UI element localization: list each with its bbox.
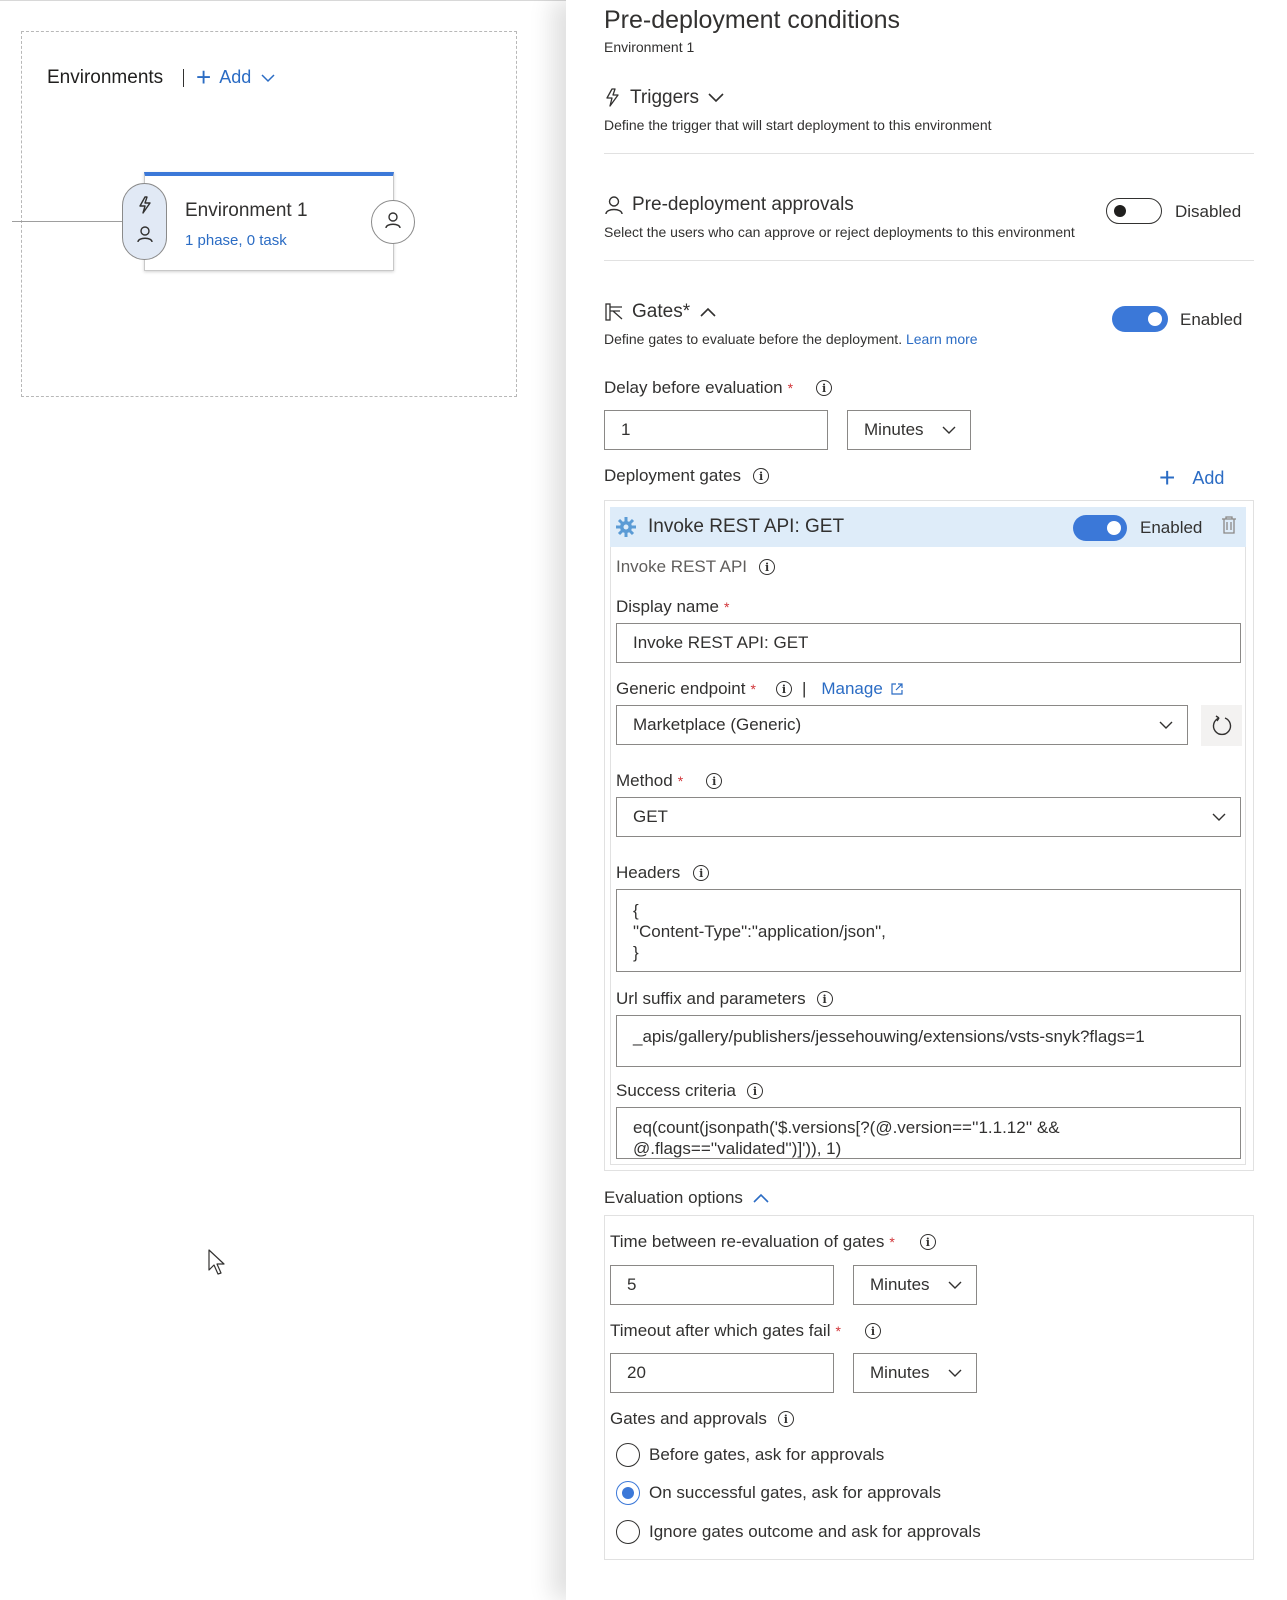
reeval-label-row [610,1232,936,1252]
add-gate-button[interactable] [1159,464,1224,492]
info-icon[interactable]: i [706,773,722,789]
required-marker: * [787,380,794,396]
info-icon[interactable]: i [693,865,709,881]
display-name-label: Display name [616,597,719,616]
gates-approvals-label: Gates and approvals [610,1409,767,1428]
lightning-icon [136,196,154,219]
reeval-unit-value: Minutes [870,1275,930,1294]
headers-label-row [616,863,709,883]
panel-subtitle: Environment 1 [604,39,695,55]
pipeline-connector [12,221,124,222]
radio-option-before-gates[interactable] [616,1443,884,1467]
chevron-down-icon [708,93,724,103]
person-icon [384,211,402,234]
delay-unit-dropdown[interactable] [847,410,971,450]
gates-section-toggle[interactable] [604,301,716,323]
info-icon[interactable]: i [753,468,769,484]
required-marker: * [835,1323,841,1339]
refresh-button[interactable] [1201,705,1242,746]
required-marker: * [724,599,730,615]
gate-toggle[interactable] [1073,515,1127,541]
timeout-label: Timeout after which gates fail [610,1321,831,1340]
gates-toggle-label: Enabled [1180,310,1243,329]
plus-icon: + [1159,462,1176,493]
gates-description-row [604,331,978,347]
environments-separator [183,69,184,87]
radio-button[interactable] [616,1520,640,1544]
chevron-down-icon [942,426,956,435]
delay-label-row [604,378,832,398]
radio-option-ignore-gates[interactable] [616,1520,981,1544]
reeval-input[interactable]: 5 [610,1265,834,1305]
environment-name: Environment 1 [185,200,308,221]
endpoint-dropdown[interactable] [616,705,1188,745]
gate-toggle-label: Enabled [1140,518,1203,537]
environment-summary-link[interactable]: 1 phase, 0 task [185,232,287,249]
post-deployment-conditions-button[interactable] [371,200,415,244]
section-divider [604,153,1254,154]
required-marker: * [750,681,756,697]
evaluation-section-toggle[interactable] [604,1188,769,1208]
trash-icon[interactable] [1221,515,1237,540]
headers-label: Headers [616,863,681,882]
info-icon[interactable]: i [920,1234,936,1250]
endpoint-label-row [616,679,903,699]
approvals-toggle[interactable] [1106,198,1162,224]
label-separator: | [801,679,807,698]
success-label-row [616,1081,763,1101]
trigger-icon [604,88,622,108]
gates-approvals-label-row [610,1409,794,1429]
learn-more-link[interactable]: Learn more [905,331,978,347]
timeout-unit-dropdown[interactable] [853,1353,977,1393]
delay-unit-value: Minutes [864,420,924,439]
triggers-heading: Triggers [630,87,699,108]
endpoint-label: Generic endpoint [616,679,746,698]
required-marker: * [889,1234,895,1250]
gates-toggle[interactable] [1112,306,1168,332]
deployment-gates-label-row [604,466,769,486]
chevron-up-icon [700,307,716,317]
timeout-input[interactable]: 20 [610,1353,834,1393]
delay-label: Delay before evaluation [604,378,783,397]
evaluation-heading: Evaluation options [604,1188,743,1207]
info-icon[interactable]: i [747,1083,763,1099]
environment-card[interactable] [144,172,394,271]
headers-textarea[interactable]: { "Content-Type":"application/json", } [616,889,1241,972]
reeval-unit-dropdown[interactable] [853,1265,977,1305]
chevron-down-icon [261,67,275,88]
success-label: Success criteria [616,1081,736,1100]
radio-option-on-successful-gates[interactable] [616,1481,941,1505]
delay-input[interactable]: 1 [604,410,828,450]
url-label: Url suffix and parameters [616,989,806,1008]
environments-title: Environments [47,67,164,88]
url-textarea[interactable]: _apis/gallery/publishers/jessehouwing/extensions/vsts-snyk?flags=1 [616,1015,1241,1067]
gates-description: Define gates to evaluate before the deployment. [604,331,903,347]
timeout-unit-value: Minutes [870,1363,930,1382]
add-gate-label: Add [1192,467,1225,488]
external-link-icon [891,683,903,695]
approvals-description: Select the users who can approve or reject deployments to this environment [604,224,1075,240]
chevron-down-icon [948,1281,962,1290]
approvals-heading: Pre-deployment approvals [632,194,854,215]
triggers-section-toggle[interactable] [604,87,724,109]
mouse-cursor-icon [207,1248,227,1281]
add-environment-label: Add [219,66,252,87]
person-icon [604,195,624,215]
display-name-input[interactable]: Invoke REST API: GET [616,623,1241,663]
radio-label: Before gates, ask for approvals [649,1445,885,1464]
method-value: GET [633,807,668,826]
radio-label: Ignore gates outcome and ask for approvals [649,1522,981,1541]
endpoint-value: Marketplace (Generic) [633,715,802,734]
radio-selected-dot [622,1487,634,1499]
toggle-knob [1114,205,1126,217]
gate-title: Invoke REST API: GET [648,516,845,537]
method-dropdown[interactable] [616,797,1241,837]
toggle-knob [1107,521,1121,535]
url-label-row [616,989,833,1009]
info-icon[interactable]: i [865,1323,881,1339]
gear-icon [615,516,637,543]
radio-button[interactable] [616,1481,640,1505]
add-environment-button[interactable] [196,64,275,90]
info-icon[interactable]: i [816,380,832,396]
radio-label: On successful gates, ask for approvals [649,1483,941,1502]
display-name-label-row [616,597,729,617]
gate-task-name: Invoke REST API [616,557,748,576]
gate-header[interactable] [610,507,1246,547]
panel-title: Pre-deployment conditions [604,6,900,34]
approvals-heading-row [604,194,854,216]
required-marker: * [677,773,684,789]
method-label-row [616,771,722,791]
gates-heading: Gates* [632,301,691,322]
info-icon[interactable]: i [778,1411,794,1427]
toggle-knob [1148,312,1162,326]
pre-deployment-conditions-button[interactable] [122,183,167,260]
timeout-label-row [610,1321,881,1341]
triggers-description: Define the trigger that will start deployment to this environment [604,117,992,133]
info-icon[interactable]: i [817,991,833,1007]
manage-link[interactable]: Manage [821,679,883,698]
info-icon[interactable]: i [776,681,792,697]
approvals-toggle-label: Disabled [1175,202,1242,221]
success-textarea[interactable]: eq(count(jsonpath('$.versions[?(@.version==''1.1.12'' && @.flags==''validated'')]')), 1) [616,1107,1241,1159]
method-label: Method [616,771,673,790]
chevron-down-icon [1212,813,1226,822]
gate-icon [604,302,624,322]
reeval-label: Time between re-evaluation of gates [610,1232,885,1251]
refresh-icon [1211,715,1233,737]
chevron-down-icon [948,1369,962,1378]
person-icon [136,225,154,248]
radio-button[interactable] [616,1443,640,1467]
chevron-down-icon [1159,721,1173,730]
deployment-gates-label: Deployment gates [604,466,742,485]
info-icon[interactable]: i [759,559,775,575]
chevron-up-icon [753,1193,769,1203]
gate-task-row [616,557,775,577]
section-divider [604,260,1254,261]
plus-icon: + [196,62,212,92]
